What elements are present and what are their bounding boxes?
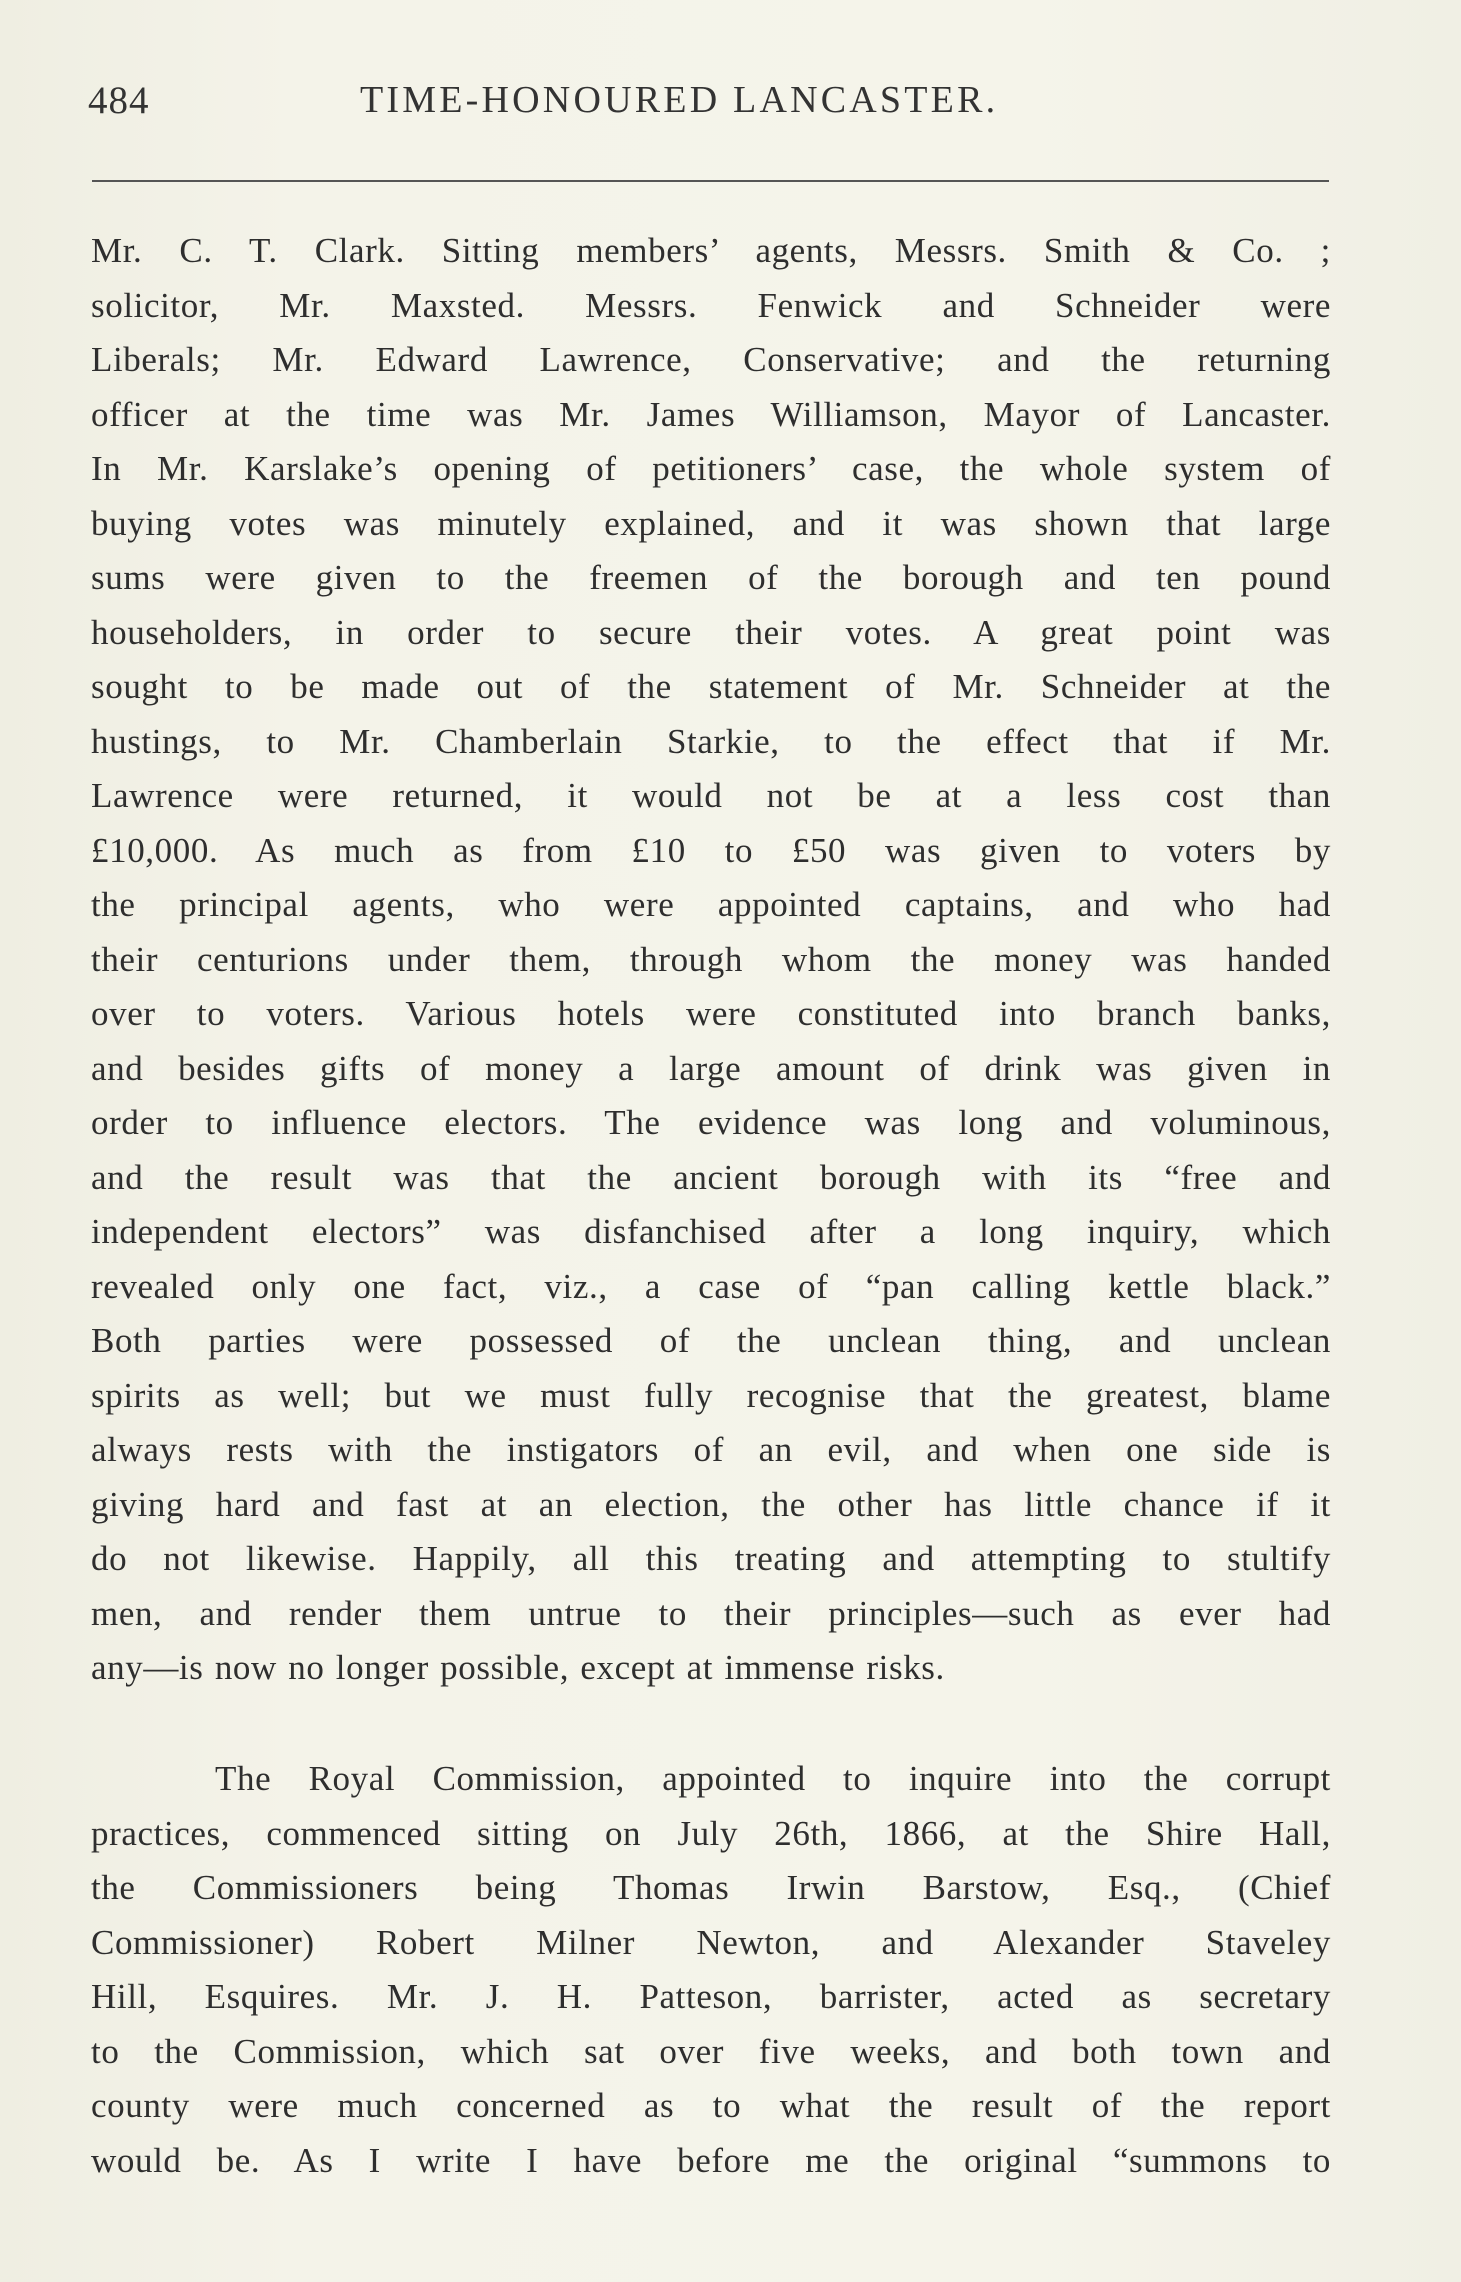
text-line: Hill, Esquires. Mr. J. H. Patteson, barrister, acted as secretary [91,1977,1331,2016]
text-line: county were much concerned as to what the result of the report [91,2086,1331,2125]
text-line: The Royal Commission, appointed to inquire into the corrupt [215,1759,1331,1798]
text-line: spirits as well; but we must fully recognise that the greatest, blame [91,1375,1331,1415]
paragraph-election-petition [91,224,1331,1696]
text-line: Liberals; Mr. Edward Lawrence, Conservative; and the returning [91,340,1331,379]
text-line: Both parties were possessed of the unclean thing, and unclean [91,1321,1331,1360]
header-rule [92,180,1329,182]
text-line: any—is now no longer possible, except at immense risks. [91,1648,945,1687]
text-line: over to voters. Various hotels were constituted into branch banks, [91,994,1331,1033]
text-line: Lawrence were returned, it would not be at a less cost than [91,776,1331,815]
text-line: independent electors” was disfanchised after a long inquiry, which [91,1212,1331,1251]
text-line: sought to be made out of the statement of Mr. Schneider at the [91,667,1331,706]
text-line: solicitor, Mr. Maxsted. Messrs. Fenwick and Schneider were [91,285,1331,325]
text-line: revealed only one fact, viz., a case of “pan calling kettle black.” [91,1266,1331,1306]
text-line: their centurions under them, through whom the money was handed [91,939,1331,979]
text-line: men, and render them untrue to their principles—such as ever had [91,1593,1331,1633]
text-line: the principal agents, who were appointed captains, and who had [91,885,1331,924]
text-line: householders, in order to secure their votes. A great point was [91,612,1331,652]
text-line: order to influence electors. The evidence was long and voluminous, [91,1103,1331,1142]
text-line: giving hard and fast at an election, the other has little chance if it [91,1484,1331,1524]
text-line: to the Commission, which sat over five weeks, and both town and [91,2031,1331,2071]
text-line: practices, commenced sitting on July 26th, 1866, at the Shire Hall, [91,1813,1331,1853]
paragraph-royal-commission [91,1752,1331,2188]
text-line: Mr. C. T. Clark. Sitting members’ agents, Messrs. Smith & Co. ; [91,231,1331,270]
text-line: In Mr. Karslake’s opening of petitioners’ case, the whole system of [91,449,1331,488]
text-line: and the result was that the ancient borough with its “free and [91,1157,1331,1197]
text-line: the Commissioners being Thomas Irwin Barstow, Esq., (Chief [91,1868,1331,1907]
text-line: buying votes was minutely explained, and it was shown that large [91,503,1331,543]
text-line: £10,000. As much as from £10 to £50 was given to voters by [91,830,1331,870]
page-number: 484 [88,79,150,122]
text-line: and besides gifts of money a large amount of drink was given in [91,1048,1331,1088]
running-head [88,78,1330,132]
text-line: officer at the time was Mr. James Williamson, Mayor of Lancaster. [91,394,1331,434]
running-title: TIME-HONOURED LANCASTER. [360,79,999,121]
text-line: hustings, to Mr. Chamberlain Starkie, to the effect that if Mr. [91,721,1331,761]
text-line: do not likewise. Happily, all this treating and attempting to stultify [91,1539,1331,1578]
text-line: would be. As I write I have before me the original “summons to [91,2140,1331,2180]
text-line: Commissioner) Robert Milner Newton, and Alexander Staveley [91,1922,1331,1962]
text-line: always rests with the instigators of an evil, and when one side is [91,1430,1331,1469]
text-line: sums were given to the freemen of the borough and ten pound [91,558,1331,597]
